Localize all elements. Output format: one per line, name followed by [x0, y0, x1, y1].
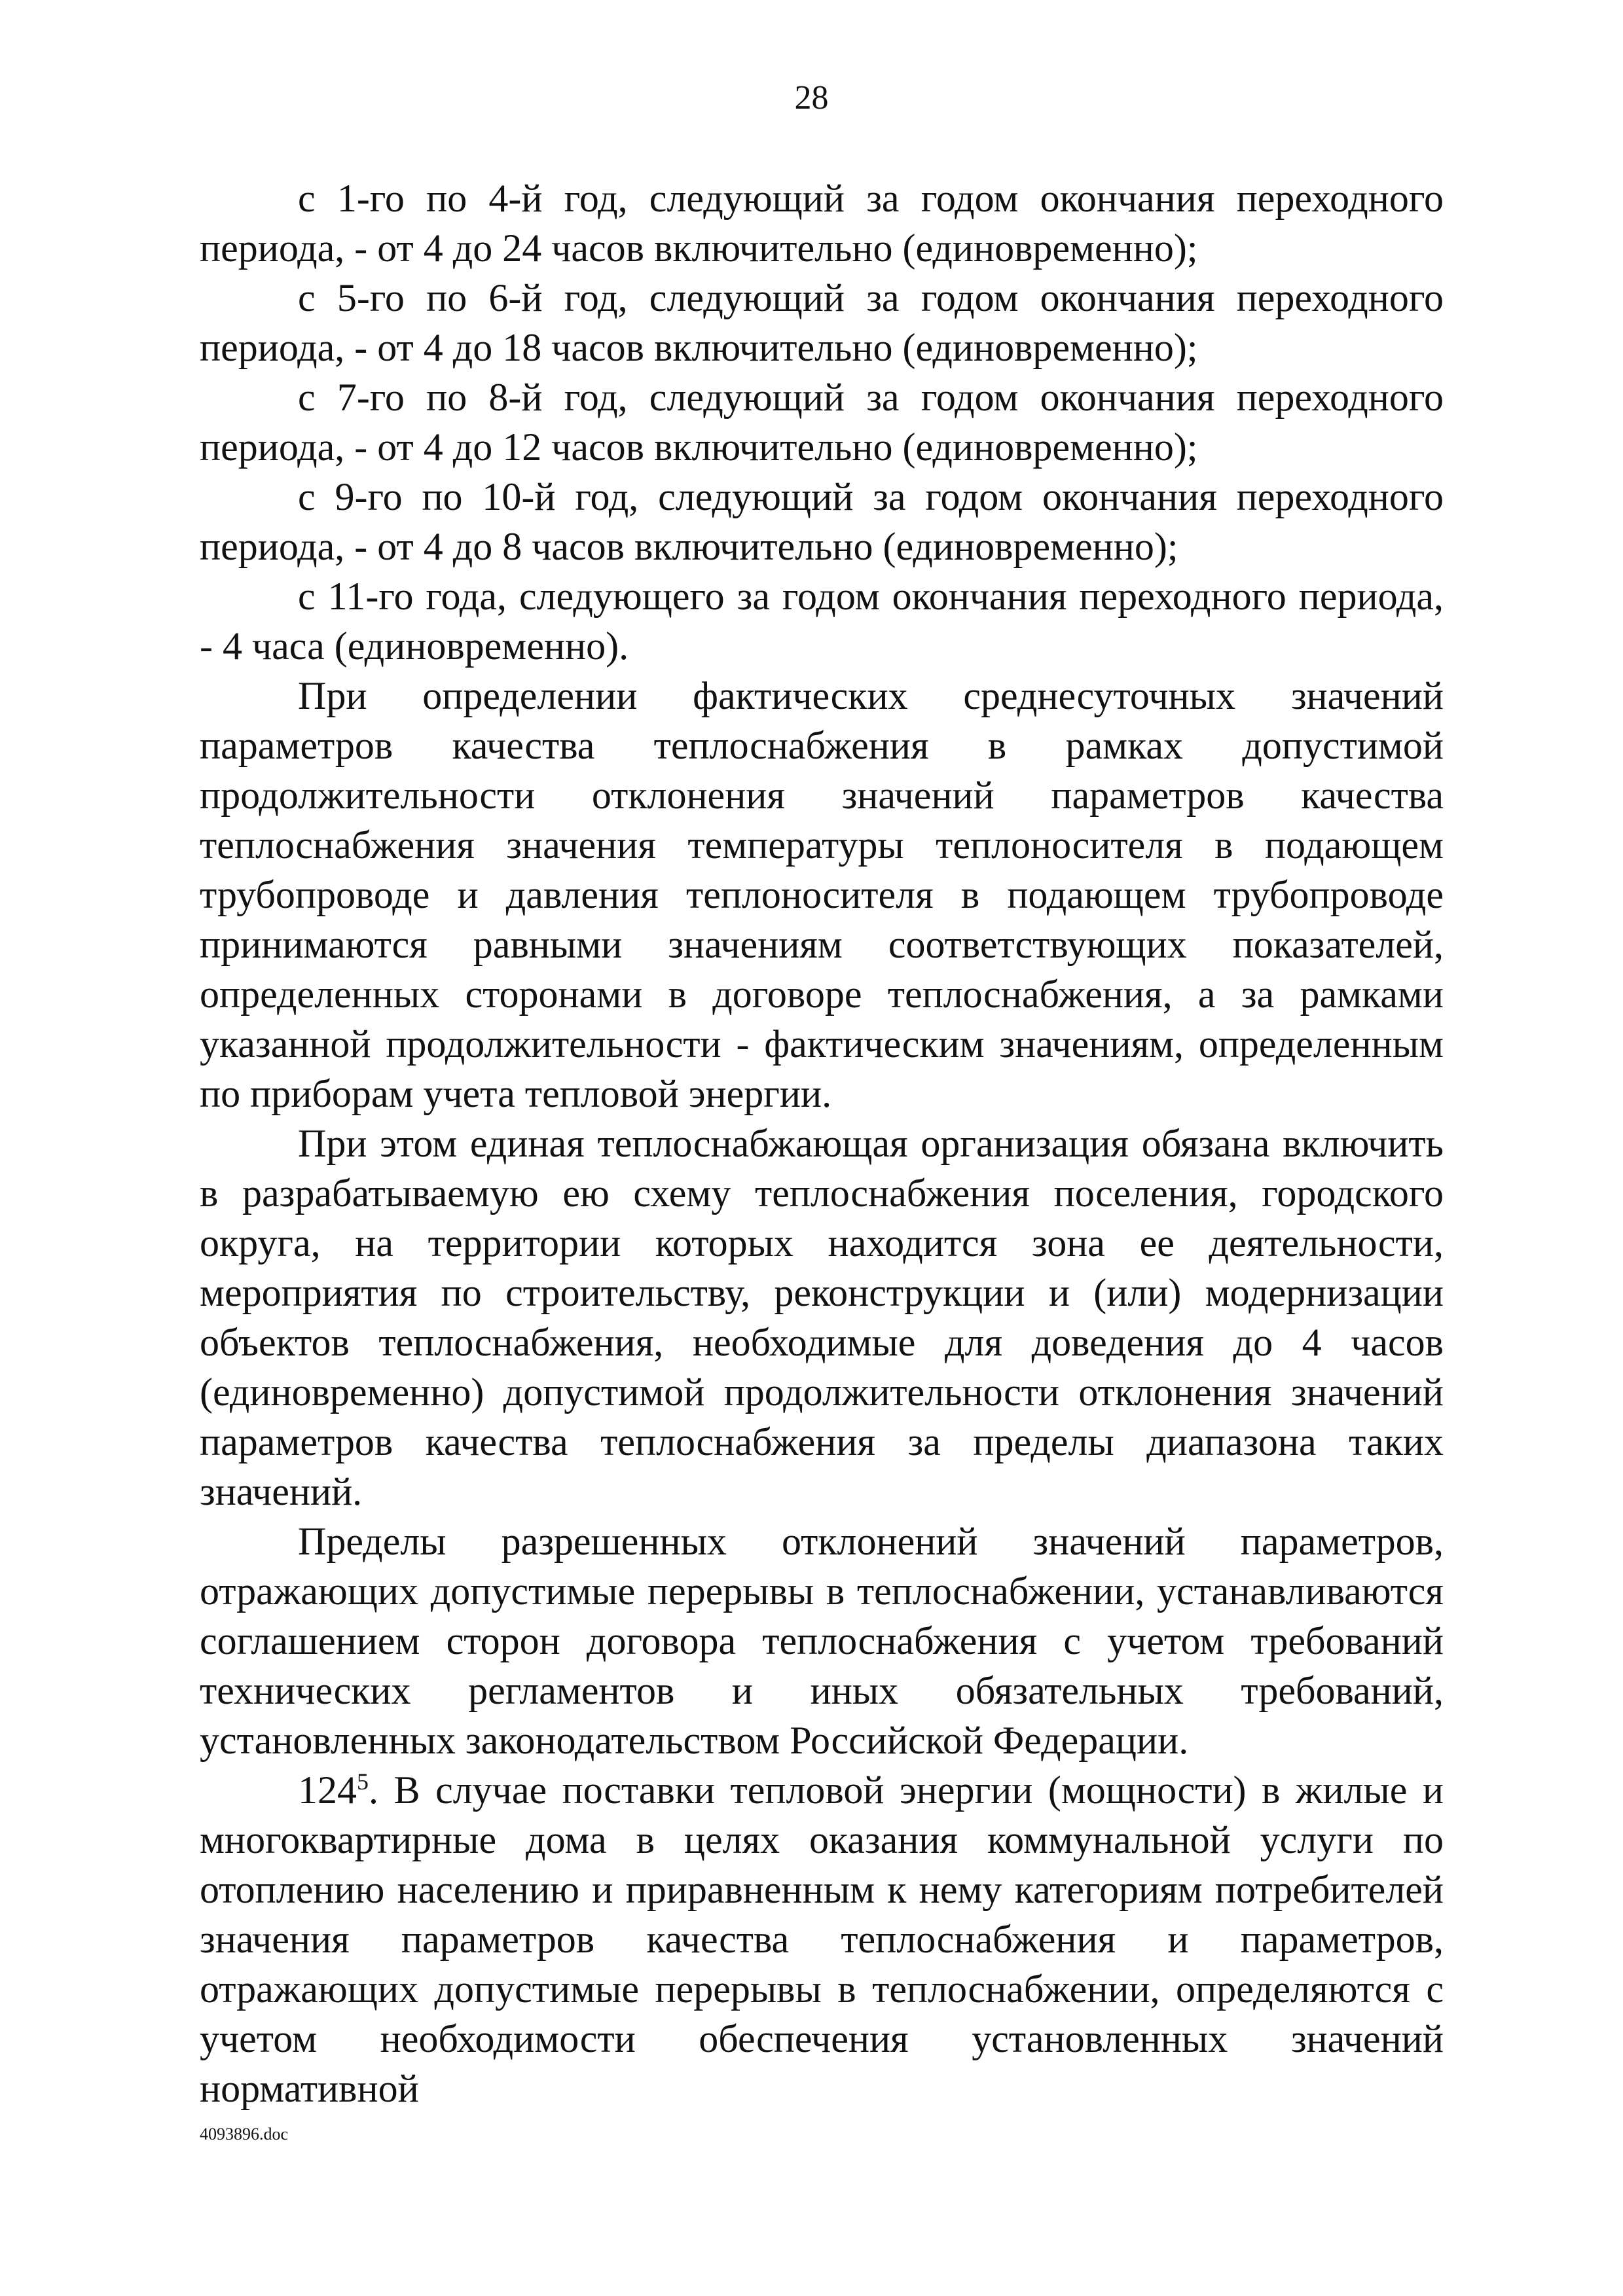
paragraph-actual-values: При определении фактических среднесуточных значений параметров качества теплоснабжения в рамках допустимой продолжительности отклонения значений параметров качества теплоснабжения значения температуры теплоносителя в подающем трубопроводе и давления теплоносителя в подающем трубопроводе принимаются равными значениям соответствующих показателей, определенных сторонами в договоре теплоснабжения, а за рамками указанной продолжительности - фактическим значениям, определенным по приборам учета тепловой энергии. [200, 674, 1444, 1115]
footer-doc-code: 4093896.doc [200, 2125, 289, 2144]
paragraph-number-superscript: 5 [357, 1768, 369, 1795]
paragraph-124-5 [200, 1765, 1444, 2113]
paragraph-year-7-8: с 7-го по 8-й год, следующий за годом окончания переходного периода, - от 4 до 12 часов включительно (единовременно); [200, 376, 1444, 469]
paragraph-year-5-6: с 5-го по 6-й год, следующий за годом окончания переходного периода, - от 4 до 18 часов включительно (единовременно); [200, 276, 1444, 369]
document-body [200, 173, 1444, 2113]
paragraph-year-11: с 11-го года, следующего за годом окончания переходного периода, - 4 часа (единовременно). [200, 575, 1444, 668]
paragraph-deviation-limits: Пределы разрешенных отклонений значений параметров, отражающих допустимые перерывы в теплоснабжении, устанавливаются соглашением сторон договора теплоснабжения с учетом требований технических регламентов и иных обязательных требований, установленных законодательством Российской Федерации. [200, 1520, 1444, 1762]
page-number: 28 [794, 79, 829, 117]
paragraph-heat-supply-scheme: При этом единая теплоснабжающая организация обязана включить в разрабатываемую ею схему теплоснабжения поселения, городского округа, на территории которых находится зона ее деятельности, мероприятия по строительству, реконструкции и (или) модернизации объектов теплоснабжения, необходимые для доведения до 4 часов (единовременно) допустимой продолжительности отклонения значений параметров качества теплоснабжения за пределы диапазона таких значений. [200, 1122, 1444, 1513]
paragraph-year-9-10: с 9-го по 10-й год, следующий за годом окончания переходного периода, - от 4 до 8 часов включительно (единовременно); [200, 475, 1444, 568]
paragraph-number: 124 [298, 1768, 357, 1812]
paragraph-124-5-text: . В случае поставки тепловой энергии (мощности) в жилые и многоквартирные дома в целях оказания коммунальной услуги по отоплению населению и приравненным к нему категориям потребителей значения параметров качества теплоснабжения и параметров, отражающих допустимые перерывы в теплоснабжении, определяются с учетом необходимости обеспечения установленных значений нормативной [200, 1768, 1444, 2110]
paragraph-year-1-4: с 1-го по 4-й год, следующий за годом окончания переходного периода, - от 4 до 24 часов включительно (единовременно); [200, 177, 1444, 270]
